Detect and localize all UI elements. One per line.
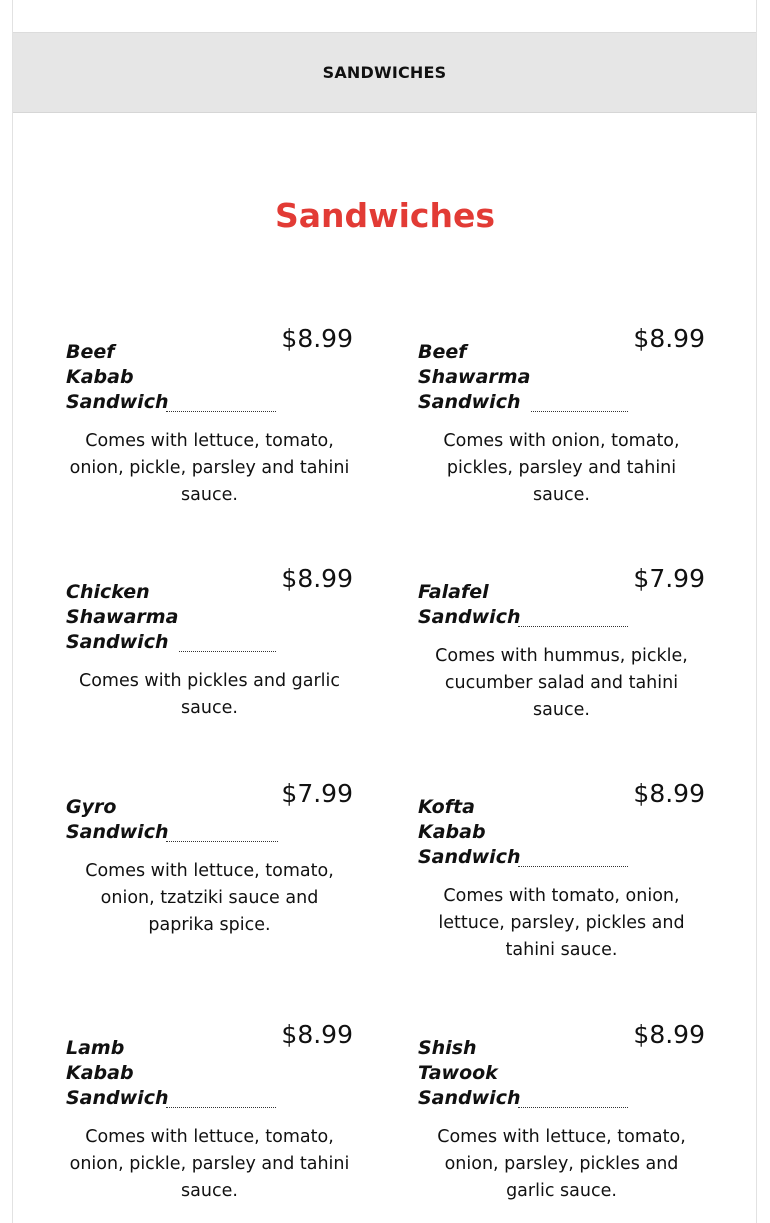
dotted-leader — [166, 841, 278, 842]
menu-item[interactable] — [418, 1020, 705, 1201]
menu-item[interactable] — [66, 1020, 353, 1201]
menu-item-name: Lamb Kabab Sandwich — [66, 1037, 169, 1109]
dotted-leader — [531, 411, 628, 412]
menu-item-price: $8.99 — [281, 564, 353, 593]
menu-item-price: $8.99 — [633, 1020, 705, 1049]
menu-item-name: Shish Tawook Sandwich — [418, 1037, 521, 1109]
menu-item-price: $8.99 — [281, 324, 353, 353]
menu-item[interactable] — [418, 779, 705, 960]
menu-item[interactable] — [66, 779, 353, 935]
menu-item-description: Comes with hummus, pickle, cucumber salad and tahini sauce. — [435, 646, 688, 720]
menu-item-name: Kofta Kabab Sandwich — [418, 796, 521, 868]
menu-item-description: Comes with lettuce, tomato, onion, pickle, parsley and tahini sauce. — [69, 431, 350, 505]
menu-item-name: Gyro Sandwich — [66, 796, 169, 843]
dotted-leader — [518, 866, 628, 867]
category-tab-sandwiches[interactable] — [13, 33, 756, 113]
menu-item-price: $7.99 — [281, 779, 353, 808]
dotted-leader — [166, 1107, 276, 1108]
section-title: Sandwiches — [274, 196, 496, 235]
category-tab-label: SANDWICHES — [322, 63, 447, 82]
menu-item[interactable] — [418, 324, 705, 505]
menu-item[interactable] — [66, 564, 353, 718]
menu-item-name: Beef Shawarma Sandwich — [418, 341, 531, 413]
menu-item-price: $8.99 — [633, 779, 705, 808]
menu-item-price: $8.99 — [281, 1020, 353, 1049]
menu-item[interactable] — [418, 564, 705, 720]
menu-item-description: Comes with lettuce, tomato, onion, pickle, parsley and tahini sauce. — [69, 1127, 350, 1201]
menu-item-description: Comes with onion, tomato, pickles, parsley and tahini sauce. — [443, 431, 680, 505]
menu-item-name: Falafel Sandwich — [418, 581, 521, 628]
dotted-leader — [518, 626, 628, 627]
menu-item-name: Beef Kabab Sandwich — [66, 341, 169, 413]
menu-item-description: Comes with tomato, onion, lettuce, parsley, pickles and tahini sauce. — [438, 886, 685, 960]
menu-item-description: Comes with pickles and garlic sauce. — [78, 671, 340, 718]
top-strip — [13, 0, 756, 33]
menu-item-price: $7.99 — [633, 564, 705, 593]
dotted-leader — [518, 1107, 628, 1108]
menu-item-name: Chicken Shawarma Sandwich — [66, 581, 179, 653]
dotted-leader — [179, 651, 276, 652]
dotted-leader — [166, 411, 276, 412]
menu-item-description: Comes with lettuce, tomato, onion, parsley, pickles and garlic sauce. — [437, 1127, 686, 1201]
menu-item-description: Comes with lettuce, tomato, onion, tzatziki sauce and paprika spice. — [85, 861, 334, 935]
menu-item-price: $8.99 — [633, 324, 705, 353]
menu-item[interactable] — [66, 324, 353, 505]
